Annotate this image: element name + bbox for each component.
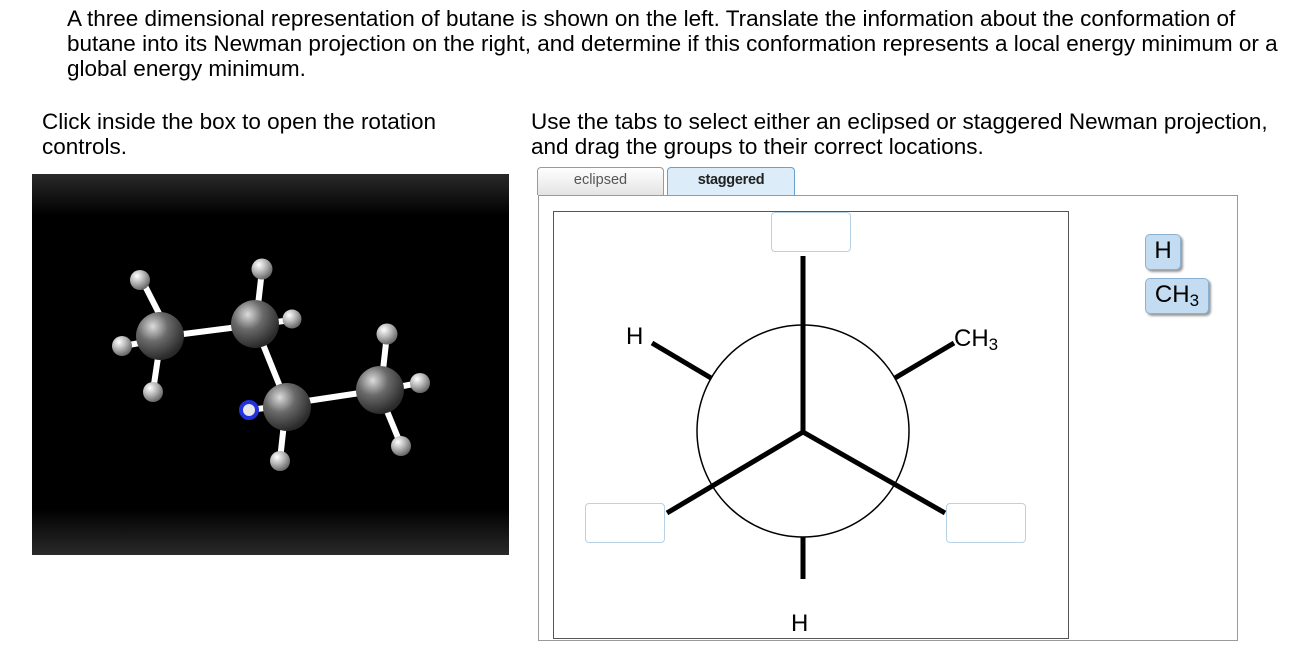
drop-slot-lower-right[interactable]: [946, 503, 1026, 543]
label-rear-bottom: H: [791, 610, 809, 637]
molecule-3d-viewer[interactable]: [32, 174, 509, 555]
hydrogen-atom: [112, 336, 132, 356]
draggable-group-ch3[interactable]: $CH_3$: [1145, 278, 1209, 314]
butane-ball-and-stick-model: [32, 174, 509, 555]
newman-instruction: Use the tabs to select either an eclipsed or staggered Newman projection, and drag the groups to their correct locations.: [531, 109, 1268, 159]
carbon-atom: [356, 366, 404, 414]
rear-bond-upper-right: [895, 343, 954, 378]
drop-slot-top[interactable]: [771, 212, 851, 252]
draggable-group-h[interactable]: H: [1145, 234, 1181, 270]
carbon-atom: [231, 300, 279, 348]
viewer-instruction: Click inside the box to open the rotation controls.: [42, 109, 436, 159]
hydrogen-atom: [391, 436, 411, 456]
carbon-atom: [263, 383, 311, 431]
front-bond-lower-left: [667, 432, 803, 513]
newman-drawing-area: [553, 211, 1069, 639]
hydrogen-atom: [377, 324, 398, 345]
tab-eclipsed[interactable]: eclipsed: [537, 167, 664, 195]
drop-slot-lower-left[interactable]: [585, 503, 665, 543]
newman-projection: [554, 212, 1068, 638]
hydrogen-atom: [252, 259, 273, 280]
label-rear-upper-left: H: [626, 323, 644, 350]
carbon-atom: [136, 312, 184, 360]
hydrogen-atom: [283, 310, 302, 329]
label-rear-upper-right: $CH_3$: [954, 325, 999, 354]
hydrogen-atom: [143, 382, 163, 402]
selected-hydrogen-atom[interactable]: [241, 402, 257, 418]
question-text: A three dimensional representation of butane is shown on the left. Translate the information about the conformation of butane into its Newman projection on the right, and determine if this conformation represents a local energy minimum or a global energy minimum.: [67, 6, 1278, 81]
front-bond-lower-right: [803, 432, 945, 513]
hydrogen-atom: [410, 373, 430, 393]
rear-bond-upper-left: [652, 343, 711, 378]
hydrogen-atom: [270, 451, 290, 471]
hydrogen-atom: [130, 270, 150, 290]
tab-staggered[interactable]: staggered: [667, 167, 795, 197]
